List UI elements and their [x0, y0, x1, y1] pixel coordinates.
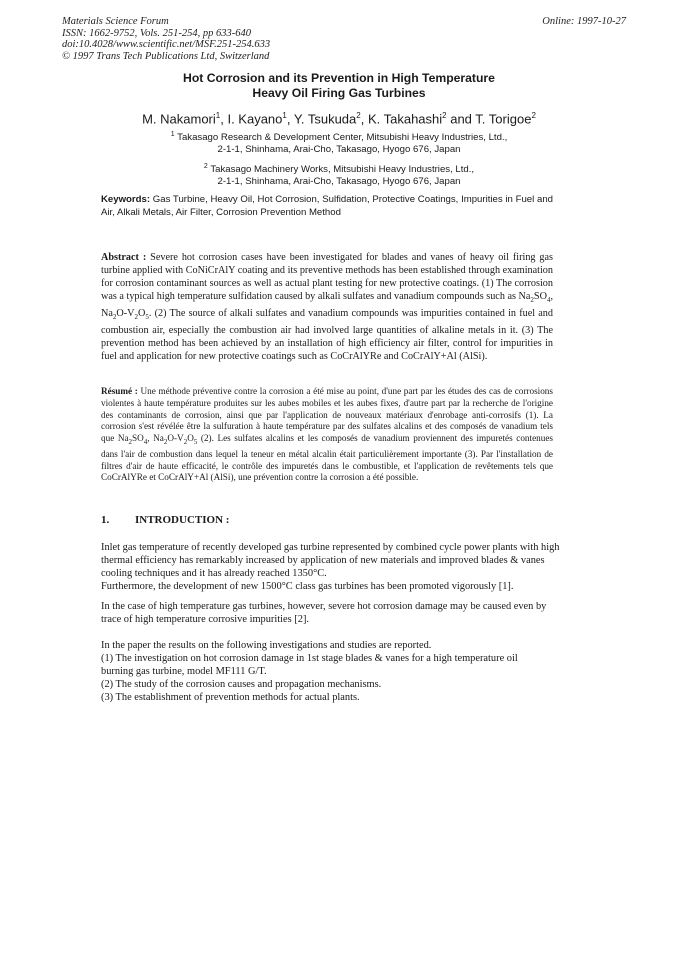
abstract-text: . (2) The source of alkali sulfates and vanadium compounds was impurities contained in fuel and combustion air, especially the combustion air had involved large quantities of alkaline metals in it. (3) The prevention method has been achieved by an installation of high efficiency air filter, control for impurities in fuel and application for new protective coatings such as CoCrAlYRe and CoCrAlY+Al (AlSi).: [101, 308, 553, 363]
subscript: 2: [530, 296, 534, 305]
abstract-text: , Na: [101, 291, 553, 320]
section-number: 1.: [101, 514, 110, 526]
affiliation-line: Takasago Research & Development Center, Mitsubishi Heavy Industries, Ltd.,: [177, 132, 508, 144]
subscript: 2: [112, 313, 117, 322]
abstract-text: O: [138, 308, 146, 320]
resume-label: Résumé :: [101, 386, 138, 396]
subscript: 4: [143, 438, 148, 447]
author-name: T. Torigoe: [475, 111, 532, 127]
resume-text: O: [187, 433, 194, 444]
keywords-text: Gas Turbine, Heavy Oil, Hot Corrosion, Sulfidation, Protective Coatings, Impurities in Fuel and Air, Alkali Metals, Air Filter, Corrosion Prevention Method: [101, 194, 553, 218]
keywords: [101, 194, 553, 219]
abstract-text: Severe hot corrosion cases have been investigated for blades and vanes of heavy oil firing gas turbine applied with CoNiCrAlY coating and its preventive methods has been established through examination for corrosion contaminant sources as well as actual plant testing for new protective coatings. (1) The corrosion was a typical high temperature sulfidation caused by alkali sulfates and vanadium compounds such as Na: [101, 252, 554, 302]
resume-text: O-V: [167, 433, 184, 444]
author-affiliation-mark: 2: [356, 111, 361, 120]
affiliation-line: Takasago Machinery Works, Mitsubishi Heavy Industries, Ltd.,: [210, 164, 475, 176]
author-affiliation-mark: 1: [282, 111, 287, 120]
resume-text: SO: [132, 433, 144, 444]
issn-line: ISSN: 1662-9752, Vols. 251-254, pp 633-640: [62, 27, 251, 39]
list-item: In the paper the results on the following investigations and studies are reported.: [101, 640, 432, 651]
subscript: 2: [163, 438, 168, 447]
resume-text: (2). Les sulfates alcalins et les composés de vanadium proviennent des impuretés contenues dans l'air de combustion dans lequel la teneur en métal alcalin était particulièrement importante (3). Par l'installation de filtres d'air de haute efficacité, le contrôle des impuretés dans le combustible, et l'application de revêtements tels que CoCrAlYRe et CoCrAlY+Al (AlSi), une prévention contre la corrosion a été possible.: [101, 433, 554, 483]
journal-name: Materials Science Forum: [62, 16, 169, 27]
affiliation-address: 2-1-1, Shinhama, Arai-Cho, Takasago, Hyogo 676, Japan: [217, 176, 461, 188]
affiliation-mark: 1: [170, 131, 175, 138]
abstract-text: SO: [533, 291, 547, 302]
section-title: INTRODUCTION :: [135, 514, 230, 526]
paragraph-text: Inlet gas temperature of recently developed gas turbine represented by combined cycle power plants with high thermal efficiency has remarkably increased by application of new materials and improved blades & vanes cooling techniques and it has already reached 1350°C.: [101, 542, 560, 579]
affiliation-address: 2-1-1, Shinhama, Arai-Cho, Takasago, Hyogo 676, Japan: [217, 144, 461, 156]
author-list: M. Nakamori$^1$, I. Kayano$^1$, Y. Tsukuda$^2$, K. Takahashi$^2$ and T. Torigoe$^2$: [142, 111, 536, 127]
abstract-label: Abstract :: [101, 252, 147, 263]
affiliation-2: [60, 161, 618, 188]
author-name: Y. Tsukuda: [293, 111, 357, 127]
abstract: [101, 251, 553, 363]
subscript: 2: [128, 438, 133, 447]
author-affiliation-mark: 2: [442, 111, 447, 120]
intro-paragraph-3: [101, 639, 561, 704]
resume-text: , Na: [147, 433, 164, 444]
paragraph-text: Furthermore, the development of new 1500°C class gas turbines has been promoted vigorously [1].: [101, 581, 514, 592]
list-item: (2) The study of the corrosion causes and propagation mechanisms.: [101, 679, 382, 690]
affiliation-mark: 2: [203, 163, 208, 170]
section-heading: [101, 514, 229, 526]
list-item: (1) The investigation on hot corrosion damage in 1st stage blades & vanes for a high temperature oil: [101, 653, 518, 664]
intro-paragraph-2: In the case of high temperature gas turbines, however, severe hot corrosion damage may be caused even by trace of high temperature corrosive impurities [2].: [101, 601, 547, 625]
subscript: 4: [546, 296, 551, 305]
abstract-text: O-V: [116, 308, 135, 320]
title-line-1: Hot Corrosion and its Prevention in High Temperature: [183, 71, 495, 85]
online-date: Online: 1997-10-27: [542, 16, 626, 27]
list-item: burning gas turbine, model MF111 G/T.: [101, 666, 267, 677]
author-name: I. Kayano: [227, 111, 283, 127]
resume-text: Une méthode préventive contre la corrosion a été mise au point, d'une part par les études des cas de corrosions violentes à haute température produites sur les aubes mobiles et les aubes fixes, d'autre part par la recherche de l'origine des contaminants de corrosion, ainsi que par l'application de nouveaux matériaux d'enrobage anti-corrosifs (1). La corrosion s'est révélée être la sulfuration à haute température par des sulfates alcalins et des composés de vanadium tels que Na: [101, 386, 553, 444]
author-name: K. Takahashi: [367, 111, 443, 127]
author-affiliation-mark: 1: [215, 111, 221, 120]
author-name: M. Nakamori: [142, 111, 216, 127]
subscript: 5: [193, 438, 198, 447]
keywords-label: Keywords:: [101, 194, 151, 205]
intro-paragraph-1: [101, 541, 561, 593]
subscript: 5: [145, 313, 149, 322]
subscript: 2: [134, 313, 138, 322]
resume: [101, 386, 553, 484]
paper-title: [60, 71, 618, 101]
subscript: 2: [183, 438, 188, 447]
list-item: (3) The establishment of prevention methods for actual plants.: [101, 692, 360, 703]
doi-line: doi:10.4028/www.scientific.net/MSF.251-254.633: [62, 39, 271, 50]
affiliation-1: [60, 129, 618, 156]
publication-metadata: [62, 16, 270, 62]
title-line-2: Heavy Oil Firing Gas Turbines: [252, 86, 426, 100]
copyright-line: © 1997 Trans Tech Publications Ltd, Switzerland: [62, 50, 270, 62]
author-affiliation-mark: 2: [531, 111, 536, 120]
